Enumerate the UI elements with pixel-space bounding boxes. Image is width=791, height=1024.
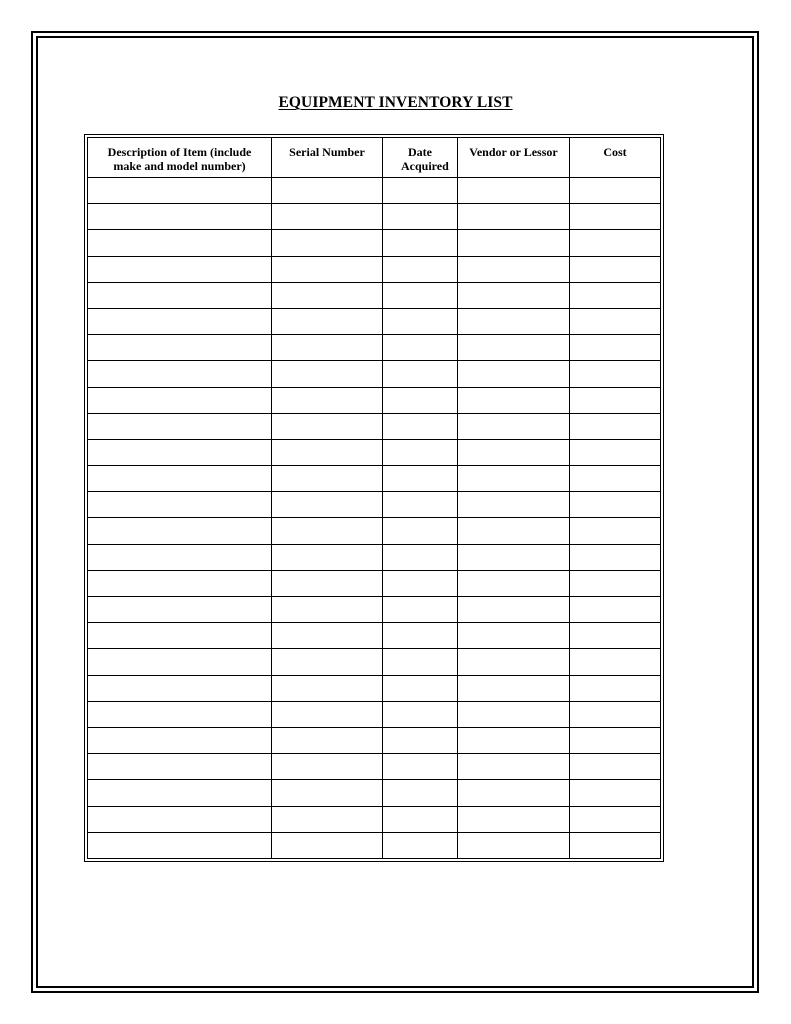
vendor-or-lessor-cell[interactable] bbox=[458, 361, 570, 387]
serial-number-cell[interactable] bbox=[272, 387, 383, 413]
date-acquired-cell[interactable] bbox=[383, 335, 458, 361]
date-acquired-cell[interactable] bbox=[383, 570, 458, 596]
description-cell[interactable] bbox=[88, 466, 272, 492]
cost-cell[interactable] bbox=[570, 544, 661, 570]
description-cell[interactable] bbox=[88, 518, 272, 544]
vendor-or-lessor-cell[interactable] bbox=[458, 701, 570, 727]
cost-cell[interactable] bbox=[570, 832, 661, 858]
table-row bbox=[88, 492, 661, 518]
date-acquired-cell[interactable] bbox=[383, 544, 458, 570]
inventory-table-frame bbox=[84, 134, 664, 862]
serial-number-cell[interactable] bbox=[272, 204, 383, 230]
date-acquired-cell[interactable] bbox=[383, 806, 458, 832]
date-acquired-cell[interactable] bbox=[383, 308, 458, 334]
vendor-or-lessor-cell[interactable] bbox=[458, 335, 570, 361]
serial-number-cell[interactable] bbox=[272, 178, 383, 204]
vendor-or-lessor-cell[interactable] bbox=[458, 282, 570, 308]
description-cell[interactable] bbox=[88, 308, 272, 334]
vendor-or-lessor-cell[interactable] bbox=[458, 570, 570, 596]
table-row bbox=[88, 675, 661, 701]
vendor-or-lessor-cell[interactable] bbox=[458, 780, 570, 806]
table-row bbox=[88, 308, 661, 334]
table-row bbox=[88, 256, 661, 282]
cost-cell[interactable] bbox=[570, 256, 661, 282]
serial-number-cell[interactable] bbox=[272, 544, 383, 570]
date-acquired-cell[interactable] bbox=[383, 282, 458, 308]
cost-cell[interactable] bbox=[570, 701, 661, 727]
cost-cell[interactable] bbox=[570, 518, 661, 544]
serial-number-cell[interactable] bbox=[272, 832, 383, 858]
cost-cell[interactable] bbox=[570, 806, 661, 832]
serial-number-cell[interactable] bbox=[272, 230, 383, 256]
serial-number-cell[interactable] bbox=[272, 754, 383, 780]
cost-cell[interactable] bbox=[570, 466, 661, 492]
table-row bbox=[88, 230, 661, 256]
table-row bbox=[88, 178, 661, 204]
description-cell[interactable] bbox=[88, 282, 272, 308]
table-row bbox=[88, 832, 661, 858]
column-header-cost-label: Cost bbox=[603, 145, 627, 159]
date-acquired-cell[interactable] bbox=[383, 256, 458, 282]
vendor-or-lessor-cell[interactable] bbox=[458, 754, 570, 780]
table-row bbox=[88, 806, 661, 832]
vendor-or-lessor-cell[interactable] bbox=[458, 413, 570, 439]
serial-number-cell[interactable] bbox=[272, 675, 383, 701]
description-cell[interactable] bbox=[88, 544, 272, 570]
vendor-or-lessor-cell[interactable] bbox=[458, 230, 570, 256]
serial-number-cell[interactable] bbox=[272, 466, 383, 492]
date-acquired-cell[interactable] bbox=[383, 178, 458, 204]
description-cell[interactable] bbox=[88, 780, 272, 806]
inventory-table-body bbox=[88, 178, 661, 859]
table-row bbox=[88, 439, 661, 465]
description-cell[interactable] bbox=[88, 335, 272, 361]
table-row bbox=[88, 570, 661, 596]
serial-number-cell[interactable] bbox=[272, 256, 383, 282]
description-cell[interactable] bbox=[88, 492, 272, 518]
cost-cell[interactable] bbox=[570, 492, 661, 518]
table-header-row bbox=[88, 138, 661, 178]
vendor-or-lessor-cell[interactable] bbox=[458, 727, 570, 753]
cost-cell[interactable] bbox=[570, 570, 661, 596]
column-header-description bbox=[88, 138, 272, 178]
table-row bbox=[88, 544, 661, 570]
column-header-date-acquired bbox=[383, 138, 458, 178]
serial-number-cell[interactable] bbox=[272, 597, 383, 623]
serial-number-cell[interactable] bbox=[272, 727, 383, 753]
serial-number-cell[interactable] bbox=[272, 623, 383, 649]
date-acquired-cell[interactable] bbox=[383, 492, 458, 518]
column-header-vendor-or-lessor-label: Vendor or Lessor bbox=[469, 145, 558, 159]
vendor-or-lessor-cell[interactable] bbox=[458, 466, 570, 492]
vendor-or-lessor-cell[interactable] bbox=[458, 675, 570, 701]
date-acquired-cell[interactable] bbox=[383, 361, 458, 387]
vendor-or-lessor-cell[interactable] bbox=[458, 623, 570, 649]
column-header-serial-number-label: Serial Number bbox=[289, 145, 365, 159]
date-acquired-cell[interactable] bbox=[383, 701, 458, 727]
table-row bbox=[88, 701, 661, 727]
vendor-or-lessor-cell[interactable] bbox=[458, 544, 570, 570]
serial-number-cell[interactable] bbox=[272, 361, 383, 387]
cost-cell[interactable] bbox=[570, 282, 661, 308]
serial-number-cell[interactable] bbox=[272, 413, 383, 439]
cost-cell[interactable] bbox=[570, 727, 661, 753]
vendor-or-lessor-cell[interactable] bbox=[458, 178, 570, 204]
cost-cell[interactable] bbox=[570, 780, 661, 806]
table-row bbox=[88, 727, 661, 753]
cost-cell[interactable] bbox=[570, 439, 661, 465]
cost-cell[interactable] bbox=[570, 754, 661, 780]
description-cell[interactable] bbox=[88, 256, 272, 282]
description-cell[interactable] bbox=[88, 832, 272, 858]
date-acquired-cell[interactable] bbox=[383, 780, 458, 806]
serial-number-cell[interactable] bbox=[272, 701, 383, 727]
date-acquired-cell[interactable] bbox=[383, 754, 458, 780]
serial-number-cell[interactable] bbox=[272, 335, 383, 361]
description-cell[interactable] bbox=[88, 727, 272, 753]
vendor-or-lessor-cell[interactable] bbox=[458, 518, 570, 544]
description-cell[interactable] bbox=[88, 701, 272, 727]
date-acquired-cell[interactable] bbox=[383, 727, 458, 753]
column-header-cost bbox=[570, 138, 661, 178]
table-row bbox=[88, 518, 661, 544]
cost-cell[interactable] bbox=[570, 597, 661, 623]
inventory-table bbox=[87, 137, 661, 859]
table-row bbox=[88, 204, 661, 230]
table-row bbox=[88, 413, 661, 439]
column-header-description-label: Description of Item (include make and model number) bbox=[107, 145, 252, 173]
date-acquired-cell[interactable] bbox=[383, 623, 458, 649]
description-cell[interactable] bbox=[88, 230, 272, 256]
table-row bbox=[88, 361, 661, 387]
serial-number-cell[interactable] bbox=[272, 308, 383, 334]
cost-cell[interactable] bbox=[570, 623, 661, 649]
cost-cell[interactable] bbox=[570, 308, 661, 334]
serial-number-cell[interactable] bbox=[272, 492, 383, 518]
date-acquired-cell[interactable] bbox=[383, 466, 458, 492]
table-row bbox=[88, 649, 661, 675]
description-cell[interactable] bbox=[88, 204, 272, 230]
cost-cell[interactable] bbox=[570, 204, 661, 230]
column-header-date-acquired-label: Date Acquired bbox=[401, 145, 449, 173]
table-row bbox=[88, 335, 661, 361]
vendor-or-lessor-cell[interactable] bbox=[458, 832, 570, 858]
table-row bbox=[88, 387, 661, 413]
vendor-or-lessor-cell[interactable] bbox=[458, 256, 570, 282]
cost-cell[interactable] bbox=[570, 675, 661, 701]
date-acquired-cell[interactable] bbox=[383, 832, 458, 858]
date-acquired-cell[interactable] bbox=[383, 230, 458, 256]
cost-cell[interactable] bbox=[570, 413, 661, 439]
date-acquired-cell[interactable] bbox=[383, 649, 458, 675]
serial-number-cell[interactable] bbox=[272, 649, 383, 675]
serial-number-cell[interactable] bbox=[272, 780, 383, 806]
date-acquired-cell[interactable] bbox=[383, 413, 458, 439]
serial-number-cell[interactable] bbox=[272, 806, 383, 832]
description-cell[interactable] bbox=[88, 649, 272, 675]
vendor-or-lessor-cell[interactable] bbox=[458, 204, 570, 230]
description-cell[interactable] bbox=[88, 413, 272, 439]
description-cell[interactable] bbox=[88, 623, 272, 649]
table-row bbox=[88, 780, 661, 806]
serial-number-cell[interactable] bbox=[272, 439, 383, 465]
vendor-or-lessor-cell[interactable] bbox=[458, 387, 570, 413]
description-cell[interactable] bbox=[88, 675, 272, 701]
description-cell[interactable] bbox=[88, 387, 272, 413]
description-cell[interactable] bbox=[88, 178, 272, 204]
serial-number-cell[interactable] bbox=[272, 518, 383, 544]
vendor-or-lessor-cell[interactable] bbox=[458, 597, 570, 623]
document-title: EQUIPMENT INVENTORY LIST bbox=[278, 94, 513, 111]
date-acquired-cell[interactable] bbox=[383, 204, 458, 230]
cost-cell[interactable] bbox=[570, 387, 661, 413]
serial-number-cell[interactable] bbox=[272, 282, 383, 308]
serial-number-cell[interactable] bbox=[272, 570, 383, 596]
column-header-serial-number bbox=[272, 138, 383, 178]
table-row bbox=[88, 282, 661, 308]
table-row bbox=[88, 754, 661, 780]
cost-cell[interactable] bbox=[570, 230, 661, 256]
description-cell[interactable] bbox=[88, 597, 272, 623]
table-row bbox=[88, 623, 661, 649]
cost-cell[interactable] bbox=[570, 649, 661, 675]
date-acquired-cell[interactable] bbox=[383, 675, 458, 701]
vendor-or-lessor-cell[interactable] bbox=[458, 806, 570, 832]
description-cell[interactable] bbox=[88, 754, 272, 780]
cost-cell[interactable] bbox=[570, 335, 661, 361]
description-cell[interactable] bbox=[88, 361, 272, 387]
cost-cell[interactable] bbox=[570, 178, 661, 204]
vendor-or-lessor-cell[interactable] bbox=[458, 649, 570, 675]
column-header-vendor-or-lessor bbox=[458, 138, 570, 178]
vendor-or-lessor-cell[interactable] bbox=[458, 308, 570, 334]
date-acquired-cell[interactable] bbox=[383, 439, 458, 465]
vendor-or-lessor-cell[interactable] bbox=[458, 439, 570, 465]
table-row bbox=[88, 466, 661, 492]
date-acquired-cell[interactable] bbox=[383, 518, 458, 544]
description-cell[interactable] bbox=[88, 439, 272, 465]
table-row bbox=[88, 597, 661, 623]
description-cell[interactable] bbox=[88, 806, 272, 832]
vendor-or-lessor-cell[interactable] bbox=[458, 492, 570, 518]
date-acquired-cell[interactable] bbox=[383, 387, 458, 413]
description-cell[interactable] bbox=[88, 570, 272, 596]
date-acquired-cell[interactable] bbox=[383, 597, 458, 623]
cost-cell[interactable] bbox=[570, 361, 661, 387]
